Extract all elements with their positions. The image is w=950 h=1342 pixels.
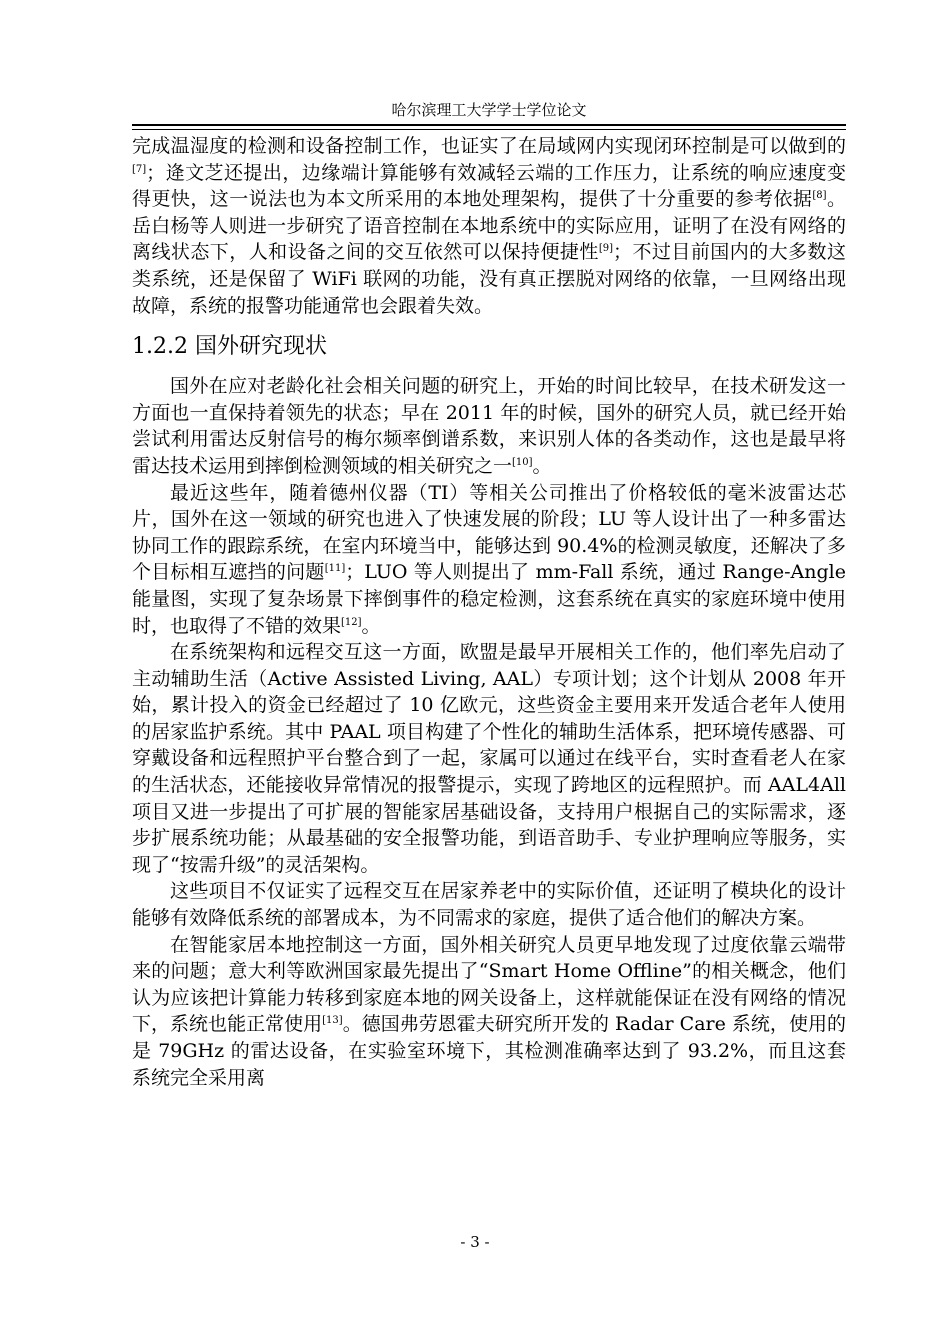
citation: [12] <box>341 616 362 628</box>
page-number: - 3 - <box>460 1233 490 1251</box>
body-paragraph: 完成温湿度的检测和设备控制工作，也证实了在局域网内实现闭环控制是可以做到的[7]；逄文芝还提出，边缘端计算能够有效减轻云端的工作压力，让系统的响应速度变得更快，这一说法也为本文所采用的本地处理架构，提供了十分重要的参考依据[8]。岳白杨等人则进一步研究了语音控制在本地系统中的实际应用，证明了在没有网络的离线状态下，人和设备之间的交互依然可以保持便捷性[9]；不过目前国内的大多数这类系统，还是保留了 WiFi 联网的功能，没有真正摆脱对网络的依靠，一旦网络出现故障，系统的报警功能通常也会跟着失效。 <box>132 135 846 317</box>
body-paragraph: 在系统架构和远程交互这一方面，欧盟是最早开展相关工作的，他们率先启动了主动辅助生活（Active Assisted Living, AAL）专项计划；这个计划从 2008 年开始，累计投入的资金已经超过了 10 亿欧元，这些资金主要用来开发适合老年人使用的居家监护系统。其中 PAAL 项目构建了个性化的辅助生活体系，把环境传感器、可穿戴设备和远程照护平台整合到了一起，家属可以通过在线平台，实时查看老人在家的生活状态，还能接收异常情况的报警提示，实现了跨地区的远程照护。而 AAL4All 项目又进一步提出了可扩展的智能家居基础设备，支持用户根据自己的实际需求，逐步扩展系统功能；从最基础的安全报警功能，到语音助手、专业护理响应等服务，实现了“按需升级”的灵活架构。 <box>132 641 846 876</box>
citation: [7] <box>132 163 147 175</box>
body-paragraph: 这些项目不仅证实了远程交互在居家养老中的实际价值，还证明了模块化的设计能够有效降低系统的部署成本，为不同需求的家庭，提供了适合他们的解决方案。 <box>132 880 846 930</box>
citation: [10] <box>512 456 533 468</box>
header-rule-thick <box>132 124 846 126</box>
page-body <box>132 133 846 1091</box>
citation: [13] <box>322 1015 343 1027</box>
section-heading: 1.2.2 国外研究现状 <box>132 334 327 360</box>
running-header: 哈尔滨理工大学学士学位论文 <box>391 101 587 119</box>
citation: [8] <box>812 190 827 202</box>
body-paragraph: 国外在应对老龄化社会相关问题的研究上，开始的时间比较早，在技术研发这一方面也一直保持着领先的状态；早在 2011 年的时候，国外的研究人员，就已经开始尝试利用雷达反射信号的梅尔频率倒谱系数，来识别人体的各类动作，这也是最早将雷达技术运用到摔倒检测领域的相关研究之一[10]。 <box>132 375 846 477</box>
body-paragraph: 在智能家居本地控制这一方面，国外相关研究人员更早地发现了过度依靠云端带来的问题；意大利等欧洲国家最先提出了“Smart Home Offline”的相关概念，他们认为应该把计算能力转移到家庭本地的网关设备上，这样就能保证在没有网络的情况下，系统也能正常使用[13]。德国弗劳恩霍夫研究所开发的 Radar Care 系统，使用的是 79GHz 的雷达设备，在实验室环境下，其检测准确率达到了 93.2%，而且这套系统完全采用离 <box>132 933 846 1089</box>
header-rule-thin <box>132 129 846 130</box>
body-paragraph: 最近这些年，随着德州仪器（TI）等相关公司推出了价格较低的毫米波雷达芯片，国外在这一领域的研究也进入了快速发展的阶段；LU 等人设计出了一种多雷达协同工作的跟踪系统，在室内环境当中，能够达到 90.4%的检测灵敏度，还解决了多个目标相互遮挡的问题[11]；LUO 等人则提出了 mm-Fall 系统，通过 Range-Angle 能量图，实现了复杂场景下摔倒事件的稳定检测，这套系统在真实的家庭环境中使用时，也取得了不错的效果[12]。 <box>132 481 846 637</box>
citation: [9] <box>598 243 614 255</box>
citation: [11] <box>324 563 346 575</box>
